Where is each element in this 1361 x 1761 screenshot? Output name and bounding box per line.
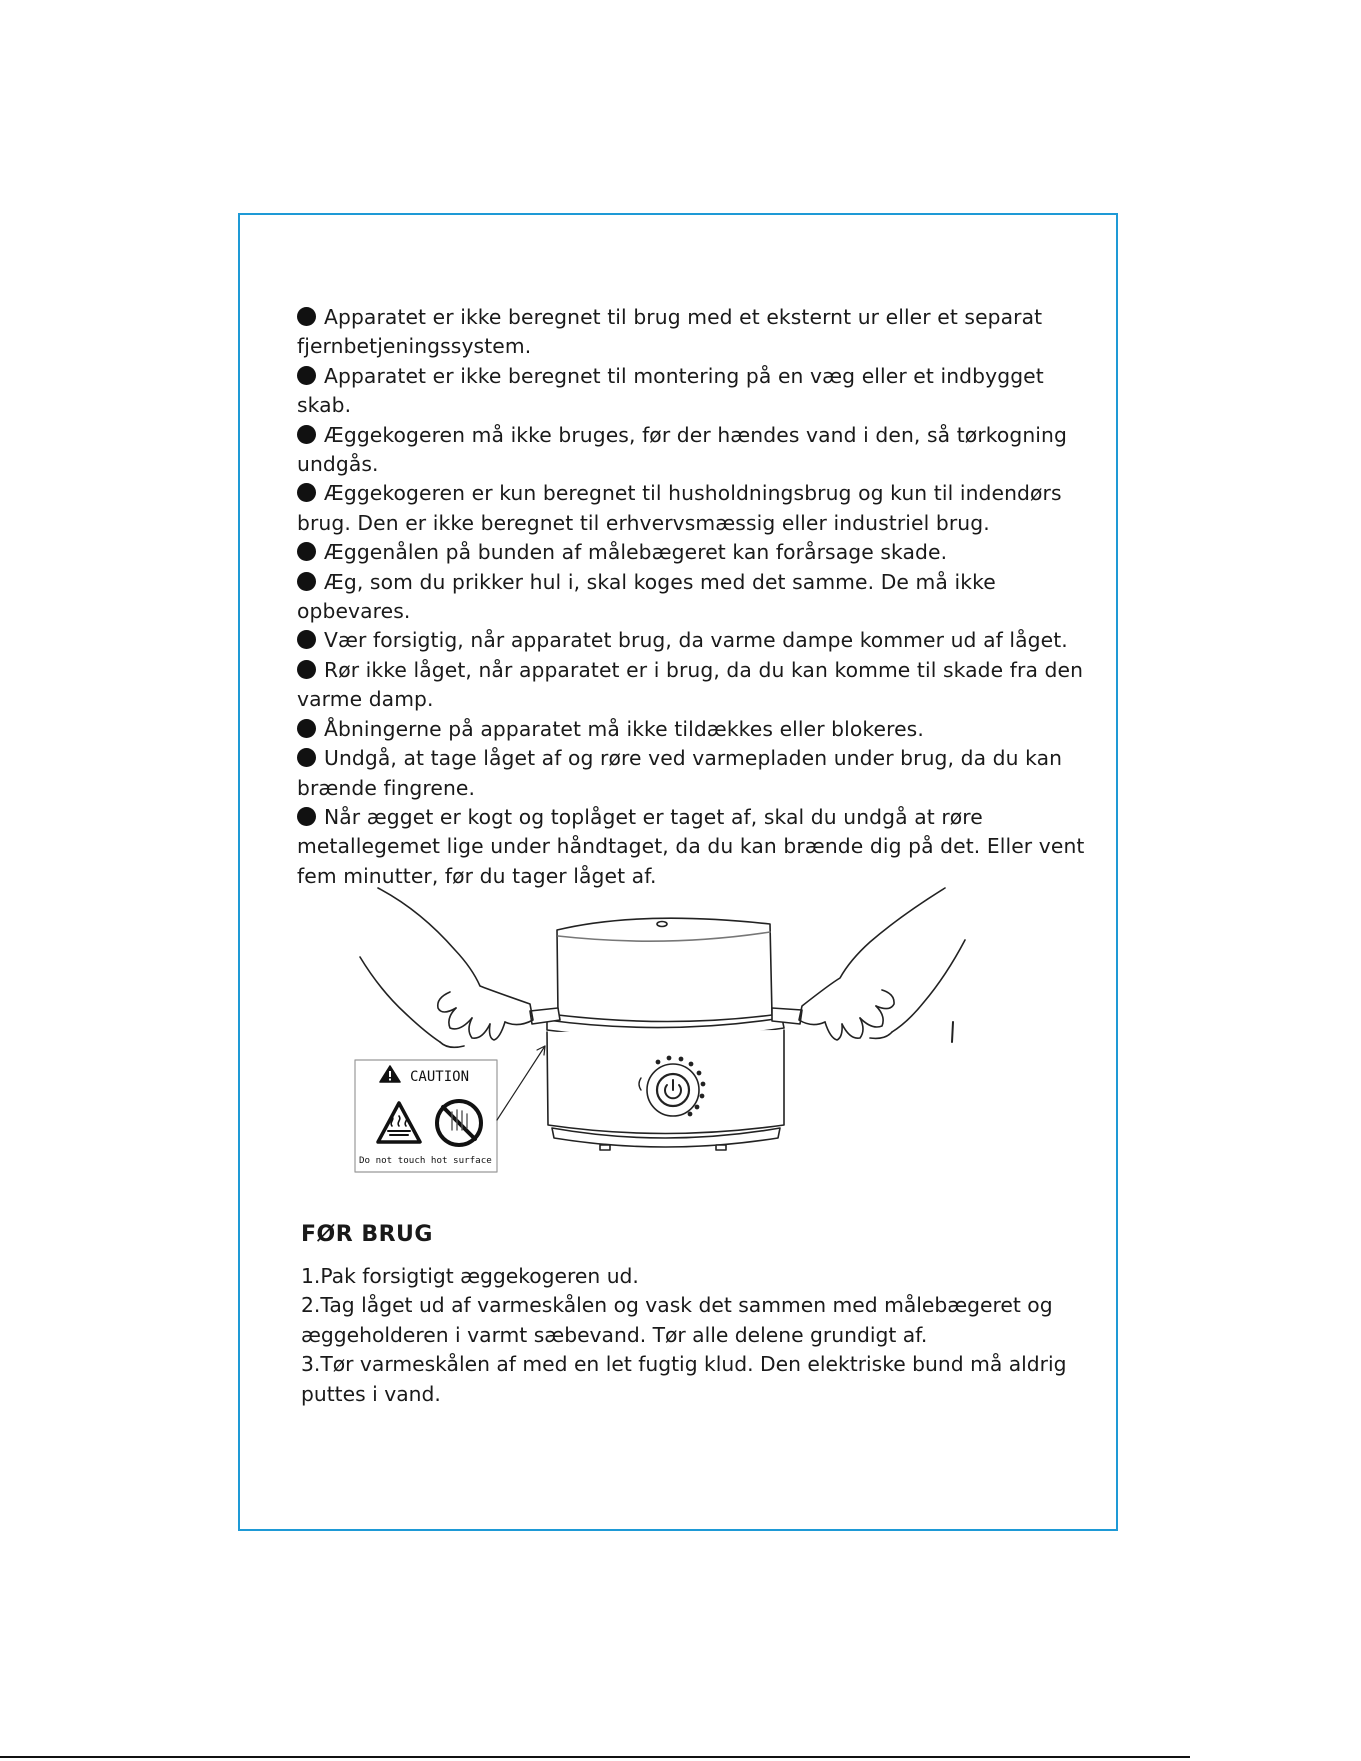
safety-note: Undgå, at tage låget af og røre ved varmepladen under brug, da du kan brænde fingrene. bbox=[297, 746, 1063, 800]
safety-note: Æggekogeren må ikke bruges, før der hændes vand i den, så tørkogning undgås. bbox=[297, 422, 1067, 477]
bullet-icon bbox=[297, 748, 316, 767]
egg-cooker-illustration bbox=[340, 880, 980, 1180]
safety-note: Åbningerne på apparatet må ikke tildækkes eller blokeres. bbox=[297, 715, 1097, 744]
left-hand bbox=[360, 888, 533, 1047]
bullet-icon bbox=[297, 366, 316, 385]
safety-note: Æggekogeren er kun beregnet til husholdningsbrug og kun til indendørs brug. Den er ikke beregnet til erhvervsmæssig eller industriel brug. bbox=[297, 481, 1062, 535]
safety-notes-list bbox=[297, 303, 1097, 891]
bullet-icon bbox=[297, 807, 316, 826]
no-touch-icon bbox=[437, 1101, 481, 1145]
bullet-icon bbox=[297, 719, 316, 738]
bullet-icon bbox=[297, 483, 316, 502]
egg-cooker bbox=[530, 918, 802, 1150]
right-hand bbox=[799, 888, 965, 1042]
bullet-icon bbox=[297, 630, 316, 649]
step-item: 1.Pak forsigtigt æggekogeren ud. bbox=[301, 1264, 639, 1288]
bullet-icon bbox=[297, 572, 316, 591]
safety-note: Æggenålen på bunden af målebægeret kan forårsage skade. bbox=[297, 538, 1097, 567]
step-item: 3.Tør varmeskålen af med en let fugtig klud. Den elektriske bund må aldrig puttes i vand. bbox=[301, 1352, 1067, 1406]
bullet-icon bbox=[297, 425, 316, 444]
safety-note: Apparatet er ikke beregnet til brug med et eksternt ur eller et separat fjernbetjeningssystem. bbox=[297, 305, 1043, 359]
caution-caption: Do not touch hot surface bbox=[359, 1155, 492, 1166]
safety-note: Vær forsigtig, når apparatet brug, da varme dampe kommer ud af låget. bbox=[297, 626, 1097, 655]
safety-note: Rør ikke låget, når apparatet er i brug, da du kan komme til skade fra den varme damp. bbox=[297, 657, 1084, 712]
safety-note: Når ægget er kogt og toplåget er taget af, skal du undgå at røre metallegemet lige under håndtaget, da du kan brænde dig på det. Eller vent fem minutter, før du tager låget af. bbox=[297, 804, 1085, 888]
bullet-icon bbox=[297, 660, 316, 679]
before-use-steps bbox=[301, 1262, 1101, 1409]
before-use-title: FØR BRUG bbox=[301, 1222, 433, 1247]
step-item: 2.Tag låget ud af varmeskålen og vask det sammen med målebægeret og æggeholderen i varmt sæbevand. Tør alle delene grundigt af. bbox=[301, 1293, 1053, 1347]
caution-label bbox=[355, 1060, 497, 1172]
bottom-rule bbox=[0, 1756, 1190, 1758]
safety-note: Apparatet er ikke beregnet til montering på en væg eller et indbygget skab. bbox=[297, 363, 1044, 418]
safety-note: Æg, som du prikker hul i, skal koges med det samme. De må ikke opbevares. bbox=[297, 569, 996, 624]
caution-heading: CAUTION bbox=[410, 1069, 470, 1085]
bullet-icon bbox=[297, 542, 316, 561]
bullet-icon bbox=[297, 307, 316, 326]
